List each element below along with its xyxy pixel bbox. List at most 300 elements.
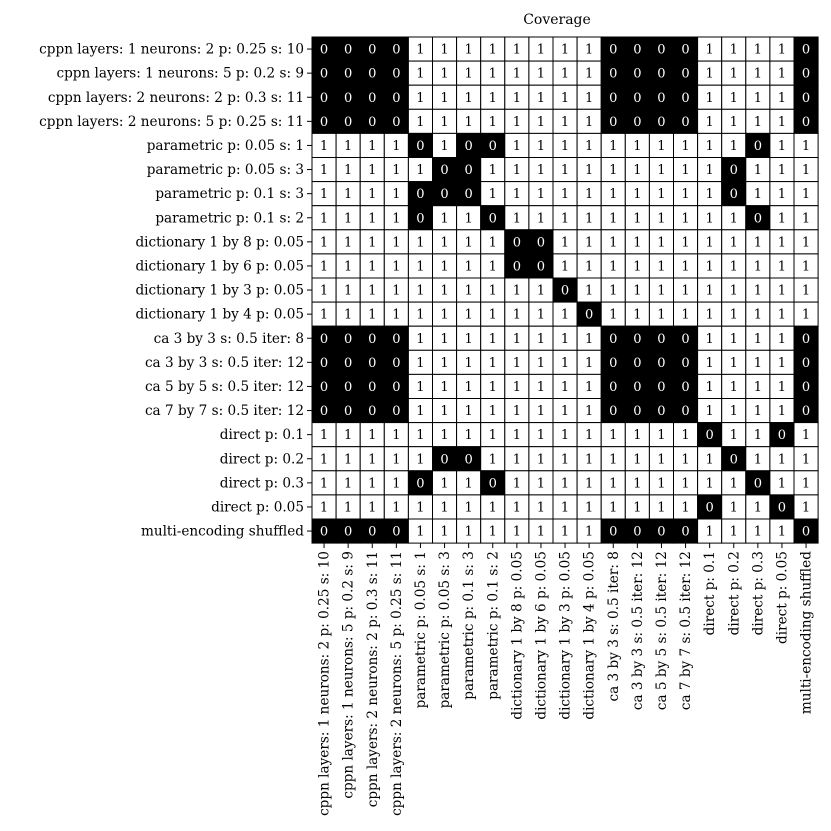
cell-value-label: 0 xyxy=(633,404,642,420)
cell-value-label: 0 xyxy=(416,476,425,492)
cell-value-label: 1 xyxy=(777,283,787,299)
row-label: cppn layers: 2 neurons: 2 p: 0.3 s: 11 xyxy=(47,89,304,106)
cell-value-label: 1 xyxy=(585,163,594,179)
cell-value-label: 1 xyxy=(681,428,690,444)
column-label: direct p: 0.1 xyxy=(702,551,719,636)
cell-value-label: 1 xyxy=(488,90,497,106)
cell-value-label: 1 xyxy=(560,428,570,444)
cell-value-label: 1 xyxy=(392,452,401,468)
cell-value-label: 1 xyxy=(512,307,521,323)
cell-value-label: 0 xyxy=(753,476,762,492)
cell-value-label: 1 xyxy=(512,211,521,227)
cell-value-label: 0 xyxy=(657,404,666,420)
cell-value-label: 1 xyxy=(536,307,546,323)
column-label: direct p: 0.3 xyxy=(750,551,767,636)
cell-value-label: 0 xyxy=(801,114,811,130)
cell-value-label: 1 xyxy=(512,476,521,492)
cell-value-label: 1 xyxy=(368,259,377,275)
cell-value-label: 0 xyxy=(319,66,329,82)
cell-value-label: 1 xyxy=(368,428,377,444)
cell-value-label: 1 xyxy=(488,524,497,540)
cell-value-label: 1 xyxy=(392,307,401,323)
cell-value-label: 1 xyxy=(440,476,449,492)
cell-value-label: 1 xyxy=(512,90,521,106)
cell-value-label: 1 xyxy=(512,355,521,371)
cell-value-label: 0 xyxy=(368,90,377,106)
cell-value-label: 0 xyxy=(609,331,618,347)
cell-value-label: 1 xyxy=(729,235,738,251)
cell-value-label: 0 xyxy=(319,42,329,58)
cell-value-label: 1 xyxy=(560,476,570,492)
cell-value-label: 1 xyxy=(464,524,473,540)
cell-value-label: 1 xyxy=(344,235,353,251)
cell-value-label: 1 xyxy=(440,428,449,444)
cell-value-label: 0 xyxy=(440,452,449,468)
cell-value-label: 1 xyxy=(753,259,762,275)
cell-value-label: 1 xyxy=(344,283,353,299)
cell-value-label: 1 xyxy=(657,211,666,227)
cell-value-label: 1 xyxy=(536,163,546,179)
cell-value-label: 1 xyxy=(633,211,642,227)
cell-value-label: 1 xyxy=(633,428,642,444)
cell-value-label: 1 xyxy=(536,66,546,82)
cell-value-label: 1 xyxy=(416,235,425,251)
cell-value-label: 1 xyxy=(777,66,787,82)
cell-value-label: 0 xyxy=(801,379,811,395)
cell-value-label: 1 xyxy=(705,355,714,371)
row-label: direct p: 0.05 xyxy=(211,499,304,516)
cell-value-label: 0 xyxy=(681,524,690,540)
cell-value-label: 1 xyxy=(416,452,425,468)
cell-value-label: 1 xyxy=(536,355,546,371)
cell-value-label: 1 xyxy=(777,259,787,275)
cell-value-label: 1 xyxy=(705,211,714,227)
column-label: direct p: 0.05 xyxy=(774,551,791,644)
cell-value-label: 1 xyxy=(560,379,570,395)
cell-value-label: 1 xyxy=(512,428,521,444)
cell-value-label: 1 xyxy=(319,138,329,154)
cell-value-label: 1 xyxy=(777,524,787,540)
cell-value-label: 1 xyxy=(488,259,497,275)
cell-value-label: 1 xyxy=(440,114,449,130)
column-label: ca 7 by 7 s: 0.5 iter: 12 xyxy=(678,551,695,711)
cell-value-label: 1 xyxy=(536,404,546,420)
cell-value-label: 0 xyxy=(368,114,377,130)
cell-value-label: 0 xyxy=(705,500,714,516)
cell-value-label: 1 xyxy=(344,428,353,444)
cell-value-label: 0 xyxy=(488,138,497,154)
cell-value-label: 0 xyxy=(609,404,618,420)
cell-value-label: 1 xyxy=(729,331,738,347)
cell-value-label: 1 xyxy=(536,428,546,444)
cell-value-label: 1 xyxy=(319,187,329,203)
cell-value-label: 1 xyxy=(488,187,497,203)
cell-value-label: 1 xyxy=(440,283,449,299)
cell-value-label: 1 xyxy=(344,307,353,323)
cell-value-label: 0 xyxy=(488,476,497,492)
cell-value-label: 1 xyxy=(777,476,787,492)
cell-value-label: 1 xyxy=(392,138,401,154)
cell-value-label: 0 xyxy=(512,235,521,251)
cell-value-label: 1 xyxy=(705,42,714,58)
cell-value-label: 0 xyxy=(536,235,546,251)
cell-value-label: 1 xyxy=(319,307,329,323)
cell-value-label: 1 xyxy=(753,500,762,516)
cell-value-label: 1 xyxy=(488,452,497,468)
cell-value-label: 1 xyxy=(368,452,377,468)
cell-value-label: 1 xyxy=(319,235,329,251)
cell-value-label: 0 xyxy=(729,187,738,203)
cell-value-label: 1 xyxy=(657,187,666,203)
cell-value-label: 1 xyxy=(681,235,690,251)
cell-value-label: 1 xyxy=(560,163,570,179)
cell-value-label: 1 xyxy=(729,500,738,516)
cell-value-label: 1 xyxy=(609,500,618,516)
cell-value-label: 0 xyxy=(777,500,787,516)
cell-value-label: 0 xyxy=(681,379,690,395)
cell-value-label: 0 xyxy=(368,66,377,82)
cell-value-label: 1 xyxy=(464,66,473,82)
row-label: cppn layers: 1 neurons: 5 p: 0.2 s: 9 xyxy=(56,65,304,82)
cell-value-label: 1 xyxy=(512,524,521,540)
cell-value-label: 1 xyxy=(344,187,353,203)
cell-value-label: 1 xyxy=(585,524,594,540)
cell-value-label: 1 xyxy=(777,331,787,347)
cell-value-label: 0 xyxy=(344,379,353,395)
column-label: parametric p: 0.05 s: 1 xyxy=(412,551,429,709)
row-label: dictionary 1 by 3 p: 0.05 xyxy=(135,282,304,299)
cell-value-label: 0 xyxy=(609,355,618,371)
cell-value-label: 0 xyxy=(681,114,690,130)
cell-value-label: 1 xyxy=(753,187,762,203)
cell-value-label: 0 xyxy=(609,379,618,395)
cell-value-label: 1 xyxy=(585,404,594,420)
cell-value-label: 1 xyxy=(609,428,618,444)
cell-value-label: 0 xyxy=(344,66,353,82)
cell-value-label: 0 xyxy=(681,355,690,371)
cell-value-label: 1 xyxy=(777,138,787,154)
cell-value-label: 0 xyxy=(512,259,521,275)
cell-value-label: 1 xyxy=(705,235,714,251)
cell-value-label: 1 xyxy=(609,259,618,275)
cell-value-label: 0 xyxy=(801,524,811,540)
cell-value-label: 1 xyxy=(729,355,738,371)
cell-value-label: 1 xyxy=(440,138,449,154)
cell-value-label: 0 xyxy=(801,404,811,420)
row-label: direct p: 0.2 xyxy=(219,451,304,468)
cell-value-label: 1 xyxy=(753,452,762,468)
cell-value-label: 1 xyxy=(512,187,521,203)
row-label: direct p: 0.3 xyxy=(219,475,304,492)
cell-value-label: 0 xyxy=(681,404,690,420)
cell-value-label: 1 xyxy=(512,500,521,516)
cell-value-label: 1 xyxy=(464,235,473,251)
cell-value-label: 1 xyxy=(753,379,762,395)
cell-value-label: 1 xyxy=(440,379,449,395)
cell-value-label: 1 xyxy=(368,138,377,154)
cell-value-label: 1 xyxy=(536,331,546,347)
cell-value-label: 1 xyxy=(536,187,546,203)
cell-value-label: 0 xyxy=(633,42,642,58)
cell-value-label: 1 xyxy=(777,355,787,371)
cell-value-label: 1 xyxy=(392,283,401,299)
cell-value-label: 1 xyxy=(560,404,570,420)
cell-value-label: 1 xyxy=(633,235,642,251)
cell-value-label: 0 xyxy=(392,114,401,130)
cell-value-label: 1 xyxy=(681,211,690,227)
cell-value-label: 1 xyxy=(319,428,329,444)
column-label: cppn layers: 2 neurons: 5 p: 0.25 s: 11 xyxy=(388,551,405,816)
cell-value-label: 1 xyxy=(777,42,787,58)
cell-value-label: 1 xyxy=(440,524,449,540)
cell-value-label: 0 xyxy=(319,379,329,395)
cell-value-label: 1 xyxy=(536,283,546,299)
cell-value-label: 1 xyxy=(585,331,594,347)
cell-value-label: 1 xyxy=(344,163,353,179)
cell-value-label: 0 xyxy=(609,42,618,58)
cell-value-label: 1 xyxy=(488,114,497,130)
cell-value-label: 1 xyxy=(392,163,401,179)
cell-value-label: 1 xyxy=(801,428,811,444)
cell-value-label: 1 xyxy=(801,476,811,492)
column-label: parametric p: 0.1 s: 3 xyxy=(461,551,478,700)
cell-value-label: 1 xyxy=(801,500,811,516)
cell-value-label: 1 xyxy=(464,259,473,275)
cell-value-label: 1 xyxy=(416,307,425,323)
cell-value-label: 1 xyxy=(753,66,762,82)
cell-value-label: 1 xyxy=(416,90,425,106)
cell-value-label: 1 xyxy=(681,138,690,154)
cell-value-label: 1 xyxy=(440,500,449,516)
cell-value-label: 1 xyxy=(536,90,546,106)
cell-value-label: 1 xyxy=(464,428,473,444)
cell-value-label: 1 xyxy=(753,283,762,299)
cell-value-label: 0 xyxy=(368,404,377,420)
cell-value-label: 1 xyxy=(488,500,497,516)
cell-value-label: 1 xyxy=(585,452,594,468)
cell-value-label: 0 xyxy=(536,259,546,275)
cell-value-label: 1 xyxy=(464,355,473,371)
cell-value-label: 1 xyxy=(657,500,666,516)
cell-value-label: 0 xyxy=(344,42,353,58)
cell-value-label: 1 xyxy=(344,452,353,468)
cell-value-label: 1 xyxy=(609,211,618,227)
cell-value-label: 1 xyxy=(705,476,714,492)
cell-value-label: 1 xyxy=(585,42,594,58)
cell-value-label: 1 xyxy=(657,235,666,251)
cell-value-label: 1 xyxy=(777,90,787,106)
column-label: ca 3 by 3 s: 0.5 iter: 12 xyxy=(629,551,646,711)
cell-value-label: 1 xyxy=(657,259,666,275)
column-label: multi-encoding shuffled xyxy=(798,551,815,715)
cell-value-label: 0 xyxy=(753,138,762,154)
cell-value-label: 0 xyxy=(392,404,401,420)
cell-value-label: 1 xyxy=(609,283,618,299)
cell-value-label: 1 xyxy=(633,187,642,203)
cell-value-label: 1 xyxy=(657,307,666,323)
cell-value-label: 1 xyxy=(729,524,738,540)
row-label: dictionary 1 by 4 p: 0.05 xyxy=(135,306,304,323)
cell-value-label: 0 xyxy=(657,524,666,540)
cell-value-label: 1 xyxy=(633,476,642,492)
cell-value-label: 1 xyxy=(368,283,377,299)
cell-value-label: 1 xyxy=(585,428,594,444)
cell-value-label: 1 xyxy=(368,163,377,179)
cell-value-label: 0 xyxy=(729,452,738,468)
cell-value-label: 1 xyxy=(464,42,473,58)
cell-value-label: 1 xyxy=(344,476,353,492)
cell-value-label: 1 xyxy=(681,452,690,468)
cell-value-label: 1 xyxy=(753,428,762,444)
column-label: cppn layers: 1 neurons: 5 p: 0.2 s: 9 xyxy=(340,551,357,799)
row-labels xyxy=(39,42,312,540)
cell-value-label: 0 xyxy=(609,524,618,540)
cell-value-label: 0 xyxy=(392,66,401,82)
cell-value-label: 1 xyxy=(512,283,521,299)
cell-value-label: 1 xyxy=(633,138,642,154)
cell-value-label: 0 xyxy=(657,114,666,130)
column-label: ca 3 by 3 s: 0.5 iter: 8 xyxy=(605,551,622,702)
cell-value-label: 1 xyxy=(464,379,473,395)
cell-value-label: 1 xyxy=(488,379,497,395)
cell-value-label: 0 xyxy=(416,187,425,203)
cell-value-label: 1 xyxy=(705,331,714,347)
cell-value-label: 1 xyxy=(753,114,762,130)
cell-value-label: 1 xyxy=(368,187,377,203)
cell-value-label: 1 xyxy=(585,211,594,227)
cell-value-label: 1 xyxy=(560,187,570,203)
cell-value-label: 1 xyxy=(560,90,570,106)
cell-value-label: 1 xyxy=(705,404,714,420)
cell-value-label: 1 xyxy=(609,235,618,251)
cell-value-label: 1 xyxy=(512,114,521,130)
cell-value-label: 1 xyxy=(657,452,666,468)
cell-value-label: 1 xyxy=(560,235,570,251)
cell-value-label: 1 xyxy=(536,379,546,395)
cell-value-label: 1 xyxy=(657,476,666,492)
cell-value-label: 1 xyxy=(657,138,666,154)
cell-value-label: 1 xyxy=(585,259,594,275)
cell-value-label: 1 xyxy=(319,500,329,516)
cell-value-label: 0 xyxy=(392,90,401,106)
cell-value-label: 1 xyxy=(488,355,497,371)
cell-value-label: 1 xyxy=(801,259,811,275)
cell-value-label: 1 xyxy=(440,404,449,420)
cell-value-label: 1 xyxy=(801,283,811,299)
cell-value-label: 1 xyxy=(416,259,425,275)
cell-value-label: 1 xyxy=(777,307,787,323)
cell-value-label: 1 xyxy=(536,138,546,154)
cell-value-label: 1 xyxy=(488,163,497,179)
cell-value-label: 1 xyxy=(753,331,762,347)
cell-value-label: 1 xyxy=(777,114,787,130)
cell-value-label: 1 xyxy=(440,90,449,106)
cell-value-label: 1 xyxy=(512,404,521,420)
column-label: dictionary 1 by 8 p: 0.05 xyxy=(509,551,526,720)
cell-value-label: 1 xyxy=(777,404,787,420)
cell-value-label: 1 xyxy=(585,90,594,106)
cell-value-label: 1 xyxy=(440,66,449,82)
cell-value-label: 1 xyxy=(392,259,401,275)
cell-value-label: 0 xyxy=(681,90,690,106)
cell-value-label: 1 xyxy=(729,307,738,323)
cell-value-label: 0 xyxy=(657,331,666,347)
cell-value-label: 0 xyxy=(344,90,353,106)
cell-value-label: 1 xyxy=(585,114,594,130)
cell-value-label: 0 xyxy=(368,331,377,347)
cell-value-label: 1 xyxy=(705,114,714,130)
cell-value-label: 1 xyxy=(416,404,425,420)
cell-value-label: 1 xyxy=(729,404,738,420)
cell-value-label: 0 xyxy=(609,114,618,130)
cell-value-label: 0 xyxy=(657,355,666,371)
cell-value-label: 1 xyxy=(392,211,401,227)
cell-value-label: 1 xyxy=(729,42,738,58)
cell-value-label: 1 xyxy=(753,42,762,58)
cell-value-label: 1 xyxy=(681,259,690,275)
row-label: cppn layers: 1 neurons: 2 p: 0.25 s: 10 xyxy=(39,41,304,58)
cell-value-label: 1 xyxy=(416,428,425,444)
row-label: parametric p: 0.1 s: 3 xyxy=(155,186,304,203)
cell-value-label: 1 xyxy=(536,500,546,516)
cell-value-label: 1 xyxy=(633,307,642,323)
cell-value-label: 1 xyxy=(488,235,497,251)
cell-value-label: 1 xyxy=(560,42,570,58)
cell-value-label: 1 xyxy=(801,235,811,251)
cell-value-label: 1 xyxy=(753,163,762,179)
cell-value-label: 1 xyxy=(777,235,787,251)
cell-value-label: 1 xyxy=(488,307,497,323)
cell-value-label: 1 xyxy=(416,283,425,299)
row-label: parametric p: 0.1 s: 2 xyxy=(155,210,304,227)
cell-value-label: 1 xyxy=(344,500,353,516)
cell-value-label: 1 xyxy=(368,235,377,251)
cell-value-label: 1 xyxy=(609,307,618,323)
cell-value-label: 1 xyxy=(705,259,714,275)
cell-value-label: 1 xyxy=(440,355,449,371)
cell-value-label: 1 xyxy=(319,211,329,227)
cell-value-label: 0 xyxy=(319,114,329,130)
cell-value-label: 1 xyxy=(609,452,618,468)
cell-value-label: 1 xyxy=(657,163,666,179)
cell-value-label: 1 xyxy=(801,138,811,154)
cell-value-label: 1 xyxy=(416,355,425,371)
cell-value-label: 1 xyxy=(633,452,642,468)
cell-value-label: 0 xyxy=(319,90,329,106)
cell-value-label: 0 xyxy=(585,307,594,323)
cell-value-label: 0 xyxy=(609,66,618,82)
cell-value-label: 1 xyxy=(777,187,787,203)
cell-value-label: 1 xyxy=(416,42,425,58)
cell-value-label: 1 xyxy=(801,187,811,203)
cell-value-label: 1 xyxy=(609,138,618,154)
cell-value-label: 0 xyxy=(488,211,497,227)
cell-value-label: 0 xyxy=(464,163,473,179)
row-label: ca 5 by 5 s: 0.5 iter: 12 xyxy=(144,378,304,395)
cell-value-label: 0 xyxy=(633,331,642,347)
cell-value-label: 1 xyxy=(585,283,594,299)
cell-value-label: 1 xyxy=(344,138,353,154)
cell-value-label: 1 xyxy=(777,379,787,395)
cell-value-label: 0 xyxy=(801,90,811,106)
cell-value-label: 0 xyxy=(344,404,353,420)
row-label: ca 3 by 3 s: 0.5 iter: 8 xyxy=(153,330,304,347)
cell-value-label: 1 xyxy=(392,500,401,516)
cell-value-label: 1 xyxy=(729,138,738,154)
cell-value-label: 1 xyxy=(488,283,497,299)
cell-value-label: 0 xyxy=(319,524,329,540)
cell-value-label: 1 xyxy=(488,42,497,58)
